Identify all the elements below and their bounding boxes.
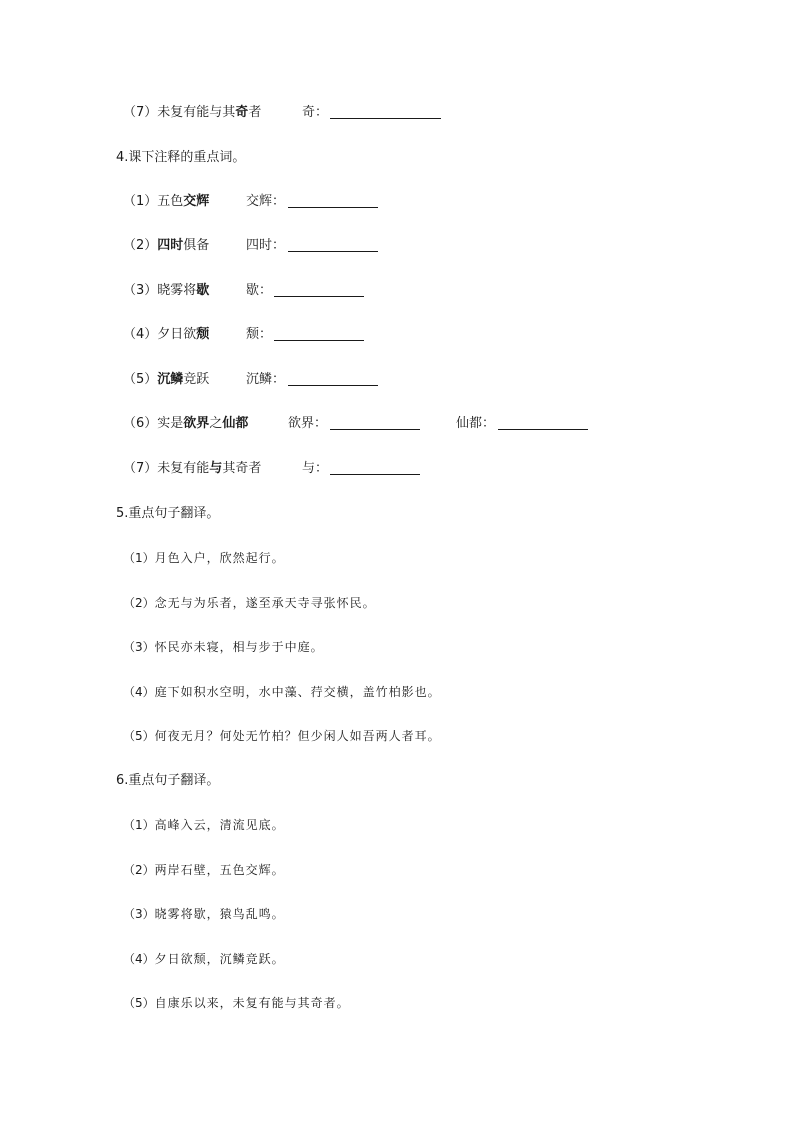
vocab-item-2 — [123, 237, 286, 255]
answer-blank[interactable] — [330, 460, 420, 475]
q6-heading: 6.重点句子翻译。 — [116, 773, 220, 788]
sentence-text: 月色入户，欣然起行。 — [154, 551, 285, 565]
answer-label: 歇： — [246, 283, 273, 298]
q5-heading: 5.重点句子翻译。 — [116, 506, 220, 521]
item-number: （1） — [123, 551, 155, 565]
item-text-post: 俱备 — [183, 238, 210, 253]
sentence-item-3 — [123, 905, 285, 923]
vocab-item-3 — [123, 282, 273, 300]
sentence-item-1 — [123, 549, 285, 567]
item-text-pre: 晓雾将 — [157, 283, 197, 298]
answer-blank[interactable] — [288, 237, 378, 252]
sentence-text: 念无与为乐者，遂至承天寺寻张怀民。 — [154, 596, 376, 610]
item-text-pre: 未复有能与其 — [157, 105, 236, 120]
answer-blank[interactable] — [274, 326, 364, 341]
answer-label: 与： — [302, 461, 329, 476]
item-text-post: 竞跃 — [183, 372, 210, 387]
item-keyword-2: 仙都 — [222, 416, 249, 431]
item-number: （4） — [123, 952, 155, 966]
item-number: （3） — [123, 283, 158, 298]
sentence-text: 夕日欲颓，沉鳞竞跃。 — [154, 952, 285, 966]
answer-label: 四时： — [246, 238, 286, 253]
item-number: （4） — [123, 685, 155, 699]
item-number: （7） — [123, 461, 158, 476]
answer-label: 欲界： — [288, 416, 328, 431]
item-keyword: 歇 — [196, 283, 210, 298]
sentence-item-5 — [123, 994, 350, 1012]
vocab-item-5 — [123, 371, 286, 389]
sentence-item-5 — [123, 727, 441, 745]
item-number: （4） — [123, 327, 158, 342]
vocab-item-6 — [123, 415, 496, 433]
item-text-post: 其奇者 — [222, 461, 262, 476]
item-number: （7） — [123, 105, 158, 120]
sentence-text: 怀民亦未寝，相与步于中庭。 — [154, 640, 324, 654]
sentence-item-4 — [123, 950, 285, 968]
item-number: （5） — [123, 729, 155, 743]
item-text-pre: 未复有能 — [157, 461, 210, 476]
item-number: （5） — [123, 996, 155, 1010]
sentence-text: 自康乐以来，未复有能与其奇者。 — [154, 996, 350, 1010]
sentence-item-4 — [123, 683, 441, 701]
vocab-item-7 — [123, 460, 329, 478]
item-number: （2） — [123, 863, 155, 877]
item-keyword: 四时 — [157, 238, 184, 253]
vocab-item-1 — [123, 193, 286, 211]
item-number: （1） — [123, 194, 158, 209]
item-number: （5） — [123, 372, 158, 387]
answer-blank[interactable] — [330, 104, 441, 119]
answer-label: 交辉： — [246, 194, 286, 209]
answer-label: 沉鳞： — [246, 372, 286, 387]
item-text-pre: 五色 — [157, 194, 184, 209]
item-number: （1） — [123, 818, 155, 832]
answer-label: 颓： — [246, 327, 273, 342]
item-text-pre: 夕日欲 — [157, 327, 197, 342]
sentence-item-3 — [123, 638, 324, 656]
sentence-text: 何夜无月？何处无竹柏？但少闲人如吾两人者耳。 — [154, 729, 441, 743]
item-keyword: 颓 — [196, 327, 210, 342]
sentence-text: 高峰入云，清流见底。 — [154, 818, 285, 832]
item-number: （3） — [123, 640, 155, 654]
answer-blank[interactable] — [288, 371, 378, 386]
item-text-post: 者 — [248, 105, 262, 120]
answer-blank[interactable] — [274, 282, 364, 297]
sentence-text: 庭下如积水空明，水中藻、荇交横，盖竹柏影也。 — [154, 685, 441, 699]
item-keyword: 交辉 — [183, 194, 210, 209]
answer-label-2: 仙都： — [456, 416, 496, 431]
item-text-mid: 之 — [209, 416, 223, 431]
item-number: （2） — [123, 238, 158, 253]
answer-blank[interactable] — [288, 193, 378, 208]
item-keyword: 沉鳞 — [157, 372, 184, 387]
q4-heading: 4.课下注释的重点词。 — [116, 150, 246, 165]
item-text-pre: 实是 — [157, 416, 184, 431]
sentence-item-1 — [123, 816, 285, 834]
sentence-item-2 — [123, 594, 376, 612]
sentence-item-2 — [123, 861, 285, 879]
answer-label: 奇： — [302, 105, 329, 120]
vocab-item-top — [123, 104, 329, 122]
item-number: （6） — [123, 416, 158, 431]
item-keyword: 奇 — [235, 105, 249, 120]
item-keyword: 与 — [209, 461, 223, 476]
sentence-text: 晓雾将歇，猿鸟乱鸣。 — [154, 907, 285, 921]
vocab-item-4 — [123, 326, 273, 344]
sentence-text: 两岸石壁，五色交辉。 — [154, 863, 285, 877]
item-number: （3） — [123, 907, 155, 921]
answer-blank[interactable] — [330, 415, 420, 430]
item-keyword: 欲界 — [183, 416, 210, 431]
item-number: （2） — [123, 596, 155, 610]
answer-blank-2[interactable] — [498, 415, 588, 430]
